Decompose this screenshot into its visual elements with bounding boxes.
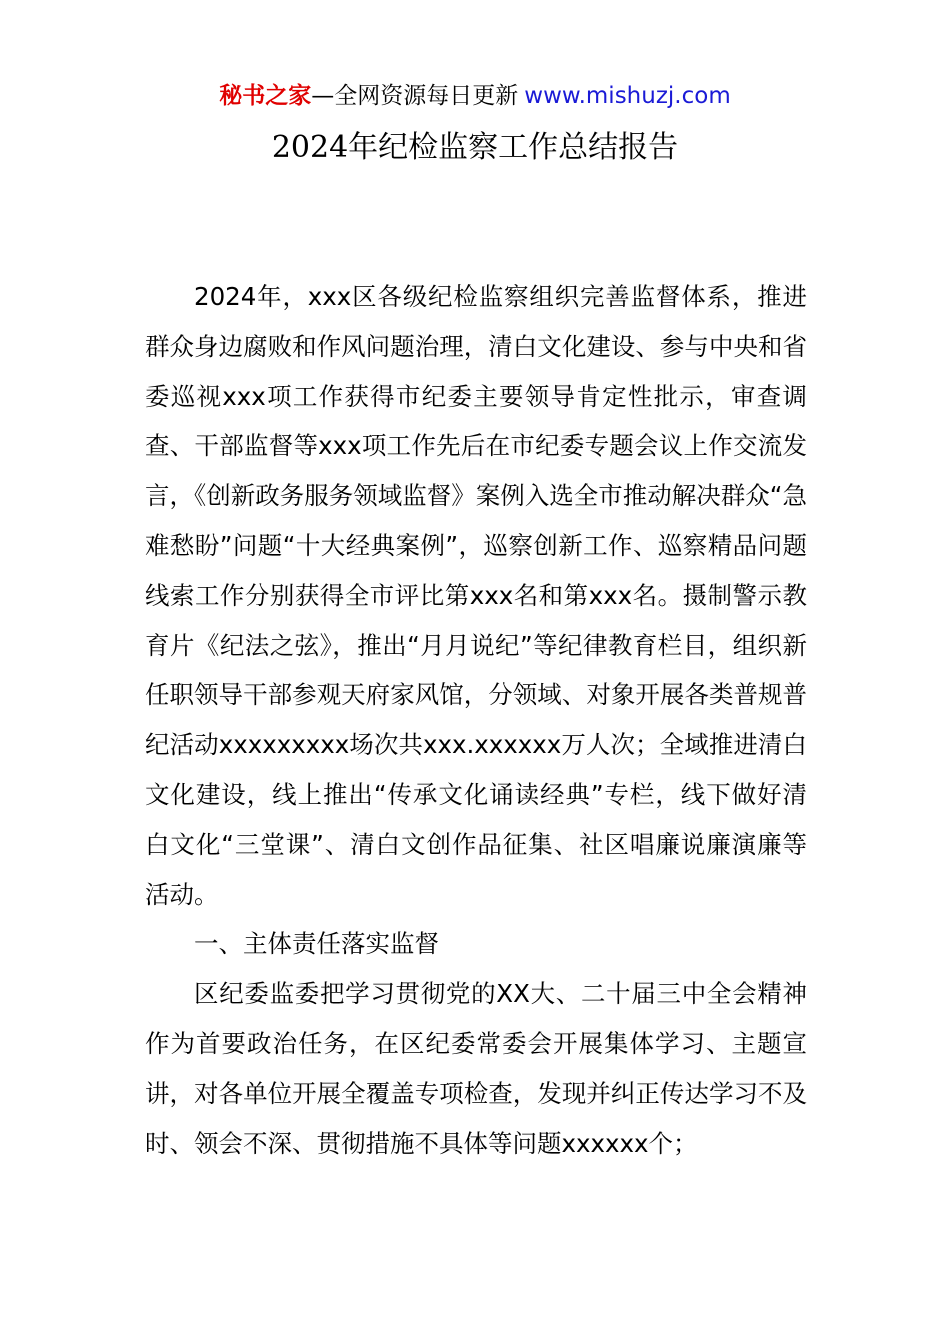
site-header <box>0 80 950 112</box>
site-url-link[interactable]: www.mishuzj.com <box>524 83 731 109</box>
section-heading-1: 一、主体责任落实监督 <box>194 929 439 959</box>
document-title: 2024年纪检监察工作总结报告 <box>271 130 679 165</box>
site-tagline: —全网资源每日更新 <box>311 83 519 109</box>
site-name: 秘书之家 <box>219 83 312 109</box>
document-body <box>145 272 807 1168</box>
body-paragraph-section-1: 区纪委监委把学习贯彻党的XX大、二十届三中全会精神作为首要政治任务，在区纪委常委会开展集体学习、主题宣讲，对各单位开展全覆盖专项检查，发现并纠正传达学习不及时、领会不深、贯彻措施不具体等问题xxxxxx个； <box>145 979 807 1158</box>
body-paragraph-intro: 2024年，xxx区各级纪检监察组织完善监督体系，推进群众身边腐败和作风问题治理，清白文化建设、参与中央和省委巡视xxx项工作获得市纪委主要领导肯定性批示，审查调查、干部监督等xxx项工作先后在市纪委专题会议上作交流发言，《创新政务服务领域监督》案例入选全市推动解决群众“急难愁盼”问题“十大经典案例”，巡察创新工作、巡察精品问题线索工作分别获得全市评比第xxx名和第xxx名。摄制警示教育片《纪法之弦》，推出“月月说纪”等纪律教育栏目，组织新任职领导干部参观天府家风馆，分领域、对象开展各类普规普纪活动xxxxxxxxx场次共xxx.xxxxxx万人次；全域推进清白文化建设，线上推出“传承文化诵读经典”专栏，线下做好清白文化“三堂课”、清白文创作品征集、社区唱廉说廉演廉等活动。 <box>145 282 807 909</box>
